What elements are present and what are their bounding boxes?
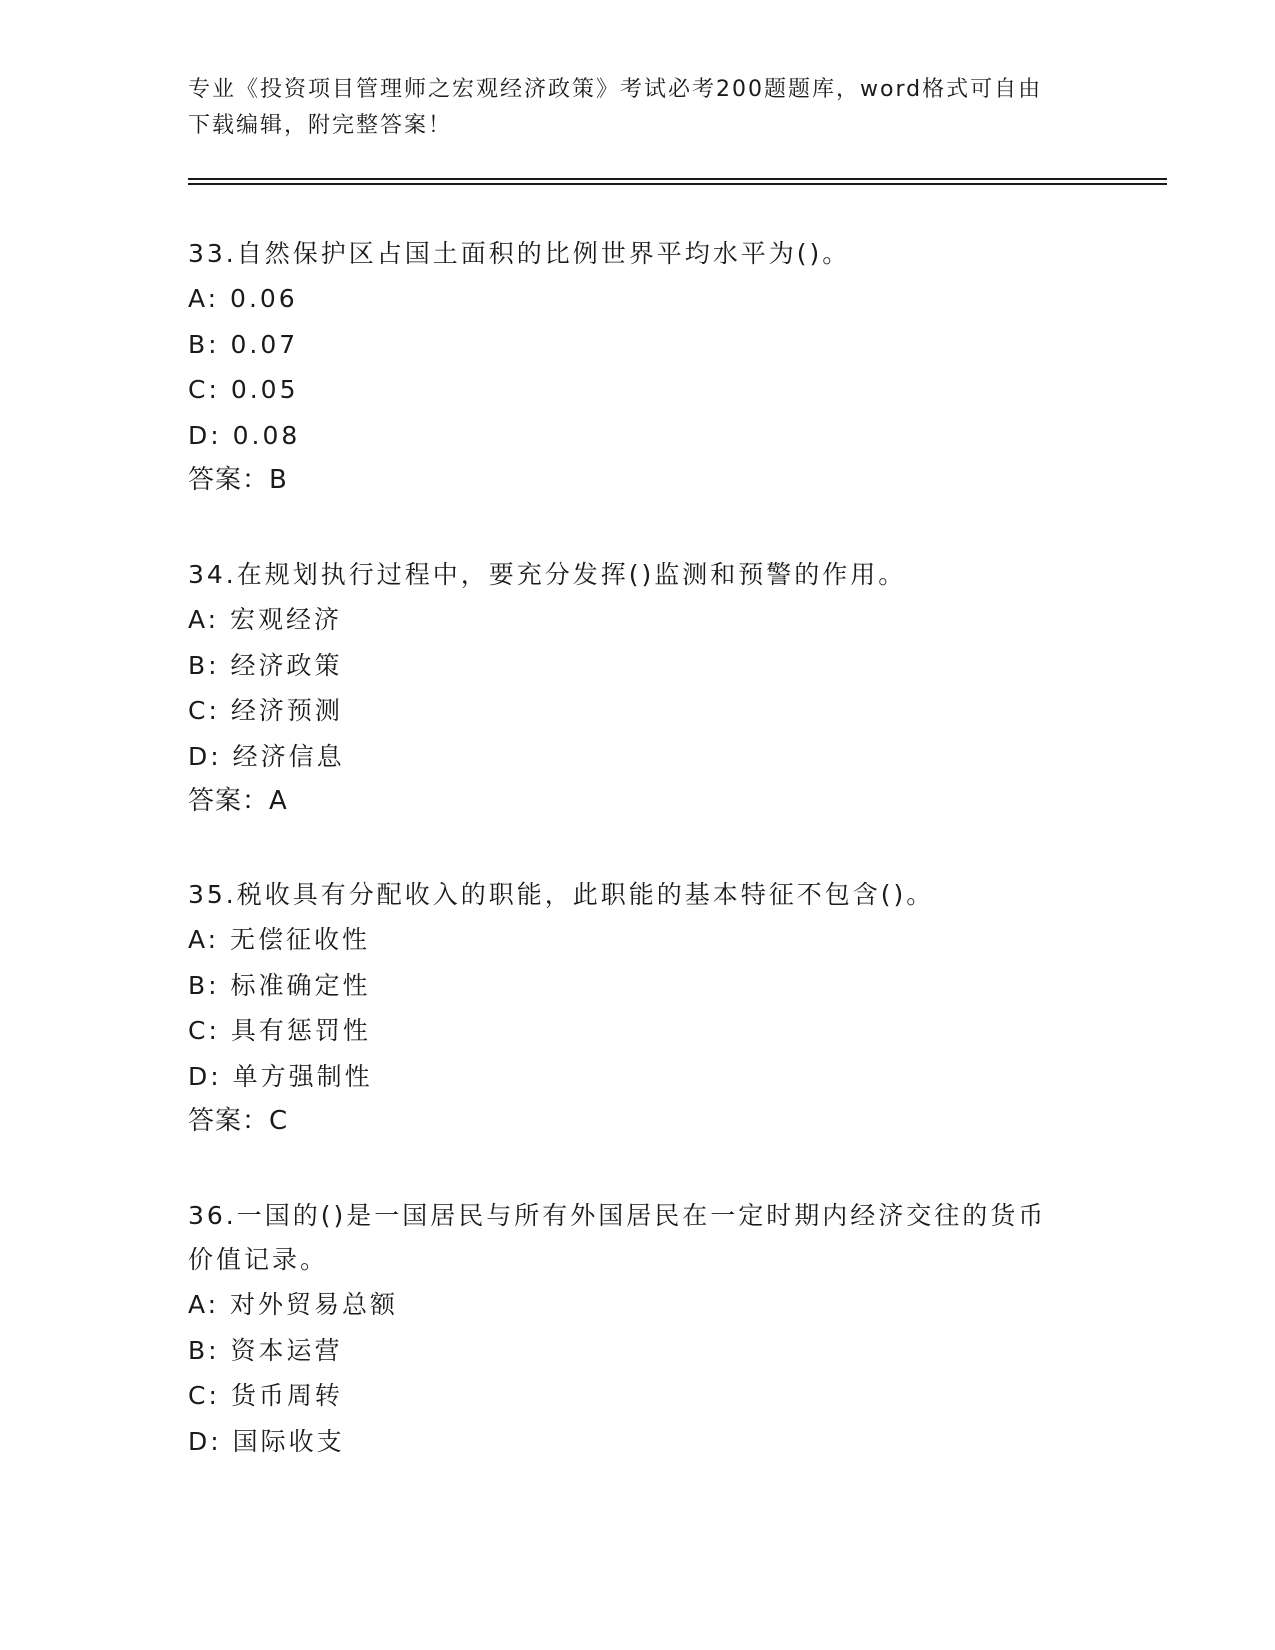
question-stem: 33.自然保护区占国土面积的比例世界平均水平为()。 <box>188 239 851 268</box>
answer-line: 答案：B <box>188 465 288 495</box>
option-a: A: 0.06 <box>188 284 298 313</box>
option-a: A: 对外贸易总额 <box>188 1290 399 1319</box>
option-c: C: 0.05 <box>188 375 299 404</box>
header-divider-bottom <box>188 183 1167 185</box>
option-b: B: 资本运营 <box>188 1335 343 1365</box>
option-d: D: 国际收支 <box>188 1426 345 1456</box>
question-33 <box>188 232 1088 503</box>
answer-line: 答案：A <box>188 786 288 816</box>
question-stem: 34.在规划执行过程中，要充分发挥()监测和预警的作用。 <box>188 560 907 589</box>
question-stem: 35.税收具有分配收入的职能，此职能的基本特征不包含()。 <box>188 880 935 909</box>
option-b: B: 0.07 <box>188 329 299 359</box>
option-d: D: 单方强制性 <box>188 1061 373 1091</box>
header-intro-line-1: 专业《投资项目管理师之宏观经济政策》考试必考200题题库，word格式可自由 <box>188 77 1043 102</box>
option-c: C: 货币周转 <box>188 1381 343 1410</box>
option-a: A: 无偿征收性 <box>188 925 371 954</box>
option-c: C: 具有惩罚性 <box>188 1016 371 1045</box>
option-d: D: 经济信息 <box>188 741 345 771</box>
question-35 <box>188 873 1088 1144</box>
option-b: B: 标准确定性 <box>188 970 371 1000</box>
question-stem-line-2: 价值记录。 <box>188 1245 329 1274</box>
answer-line: 答案：C <box>188 1106 289 1136</box>
question-stem-line-1: 36.一国的()是一国居民与所有外国居民在一定时期内经济交往的货币 <box>188 1201 1047 1230</box>
option-b: B: 经济政策 <box>188 650 343 680</box>
header-intro-line-2: 下载编辑，附完整答案！ <box>188 113 453 138</box>
document-header <box>188 72 1088 144</box>
question-34 <box>188 553 1088 824</box>
header-divider-top <box>188 178 1167 180</box>
option-a: A: 宏观经济 <box>188 605 343 634</box>
question-36 <box>188 1194 1088 1464</box>
option-c: C: 经济预测 <box>188 696 343 725</box>
option-d: D: 0.08 <box>188 420 301 450</box>
